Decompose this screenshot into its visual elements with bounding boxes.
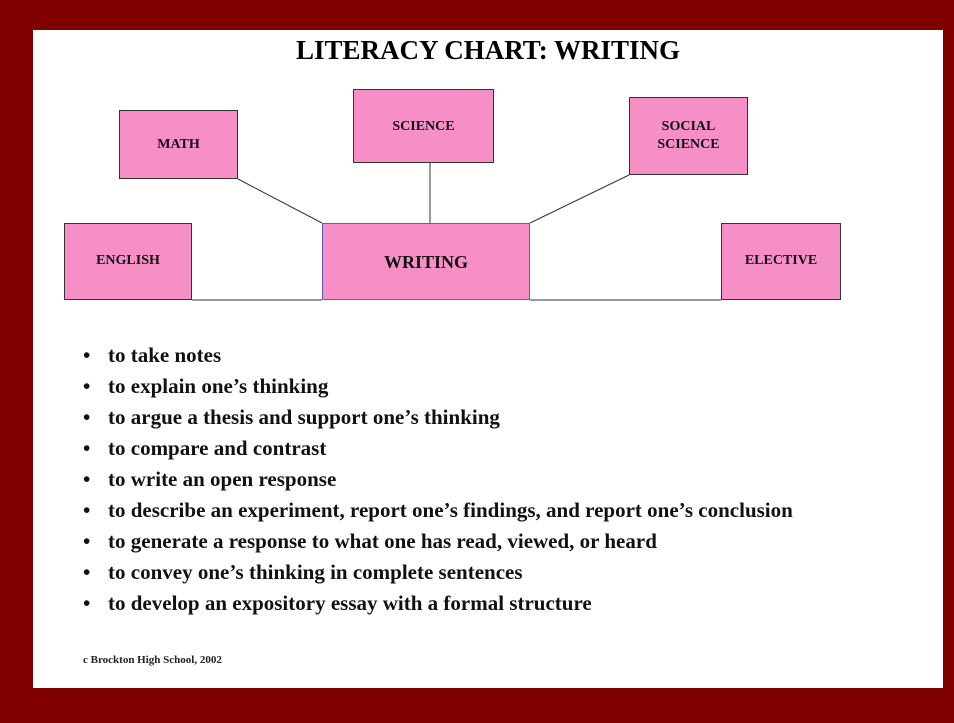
science-label: SCIENCE xyxy=(392,119,455,134)
bullet-icon: • xyxy=(83,374,91,398)
bullet-icon: • xyxy=(83,560,91,584)
copyright-footer: c Brockton High School, 2002 xyxy=(83,654,222,666)
writing-box xyxy=(322,223,530,300)
bullet-icon: • xyxy=(83,405,91,429)
connector-math xyxy=(238,179,322,223)
writing-label: WRITING xyxy=(383,251,468,272)
list-item: • to convey one’s thinking in complete sentences xyxy=(83,557,793,588)
list-item: • to argue a thesis and support one’s thinking xyxy=(83,402,793,433)
bullet-icon: • xyxy=(83,529,91,553)
bullet-icon: • xyxy=(83,591,91,615)
elective-label: ELECTIVE xyxy=(744,253,818,268)
list-item: • to take notes xyxy=(83,340,793,371)
writing-purposes-list xyxy=(83,340,793,619)
chart-title: LITERACY CHART: WRITING xyxy=(295,35,681,65)
list-item: • to describe an experiment, report one’s findings, and report one’s conclusion xyxy=(83,495,793,526)
science-box xyxy=(353,89,494,163)
connector-social-science xyxy=(530,175,629,223)
english-label: ENGLISH xyxy=(96,253,160,268)
bullet-icon: • xyxy=(83,343,91,367)
english-box xyxy=(64,223,192,300)
social-science-label: SOCIAL SCIENCE xyxy=(657,119,720,152)
bullet-icon: • xyxy=(83,498,91,522)
slide xyxy=(33,30,943,688)
math-label: MATH xyxy=(157,136,200,152)
math-box xyxy=(119,110,238,179)
bullet-icon: • xyxy=(83,436,91,460)
elective-box xyxy=(721,223,841,300)
social-science-box xyxy=(629,97,748,175)
list-item: • to develop an expository essay with a formal structure xyxy=(83,588,793,619)
list-item: • to generate a response to what one has read, viewed, or heard xyxy=(83,526,793,557)
bullet-icon: • xyxy=(83,467,91,491)
list-item: • to write an open response xyxy=(83,464,793,495)
list-item: • to explain one’s thinking xyxy=(83,371,793,402)
list-item: • to compare and contrast xyxy=(83,433,793,464)
